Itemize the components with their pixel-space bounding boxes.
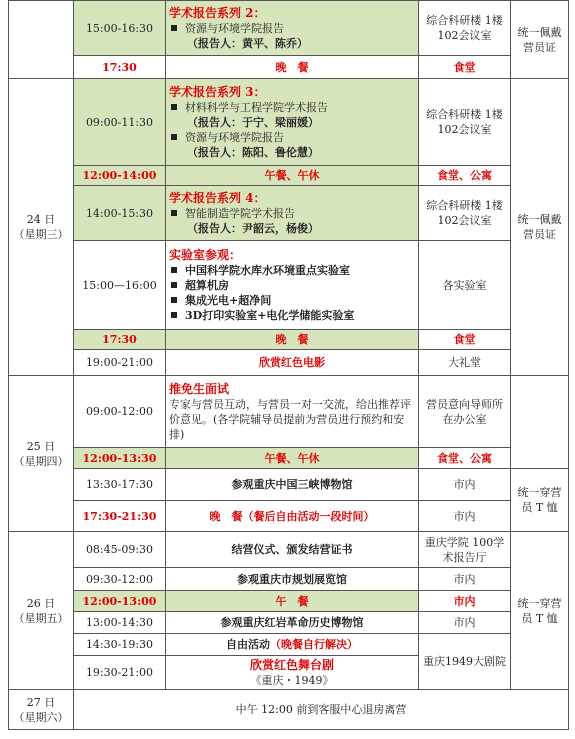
lab-item: 集成光电+超净间	[185, 293, 272, 307]
event-cell	[166, 656, 419, 690]
day-date: 27 日	[26, 695, 56, 709]
place-cell: 重庆学院 100学术报告厅	[419, 532, 511, 568]
place-cell: 食堂、公寓	[419, 448, 511, 469]
time-cell: 14:00-15:30	[74, 186, 166, 241]
event-cell	[166, 79, 419, 166]
event-cell	[166, 186, 419, 241]
place-cell: 食堂	[419, 56, 511, 79]
place-cell: 各实验室	[419, 241, 511, 330]
table-row	[9, 330, 569, 350]
place-cell: 综合科研楼 1楼102会议室	[419, 186, 511, 241]
time-cell: 17:30-21:30	[74, 501, 166, 532]
place-cell: 市内	[419, 591, 511, 612]
bullet-icon	[171, 134, 177, 140]
day-weekday: （星期五）	[13, 611, 69, 625]
time-cell: 09:00-11:30	[74, 79, 166, 166]
dress-cell: 统一穿营员 T 恤	[511, 532, 569, 690]
event-cell	[166, 376, 419, 448]
day-weekday: （星期六）	[13, 710, 69, 724]
table-row	[9, 350, 569, 376]
table-row	[9, 376, 569, 448]
event-cell: 参观重庆市规划展览馆	[166, 568, 419, 591]
event-title: 欣赏红色舞台剧	[249, 657, 334, 672]
time-cell: 17:30	[74, 330, 166, 350]
event-cell: 晚 餐	[166, 56, 419, 79]
bullet-icon	[171, 25, 177, 31]
day-cell	[9, 532, 74, 690]
event-item: 材料科学与工程学院学术报告	[185, 100, 328, 114]
time-cell: 12:00-13:30	[74, 448, 166, 469]
event-subtitle: 《重庆・1949》	[250, 673, 334, 687]
table-row	[9, 79, 569, 166]
table-row	[9, 568, 569, 591]
event-description: 专家与营员互动，与营员一对一交流，给出推荐评价意见。(各学院辅导员提前为营员进行预约和安排)	[169, 397, 411, 441]
place-cell: 大礼堂	[419, 350, 511, 376]
event-cell: 参观重庆红岩革命历史博物馆	[166, 612, 419, 634]
table-row	[9, 448, 569, 469]
bullet-icon	[171, 312, 177, 318]
event-cell: 中午 12:00 前到客服中心退房离营	[74, 690, 569, 730]
day-date: 25 日	[26, 439, 56, 453]
dress-cell: 统一佩戴营员证	[511, 79, 569, 376]
day-cell	[9, 690, 74, 730]
day-date: 26 日	[26, 596, 56, 610]
lab-item: 中国科学院水库水环境重点实验室	[185, 263, 350, 277]
place-cell: 市内	[419, 612, 511, 634]
event-cell	[166, 634, 419, 656]
day-weekday: （星期四）	[13, 454, 69, 468]
table-row	[9, 186, 569, 241]
table-row	[9, 469, 569, 501]
place-cell: 综合科研楼 1楼102会议室	[419, 79, 511, 166]
table-row	[9, 634, 569, 656]
event-item: 资源与环境学院报告	[185, 130, 284, 144]
schedule-table	[8, 0, 569, 730]
event-reporter: （报告人：陈阳、鲁伦慧）	[187, 145, 319, 159]
table-row	[9, 166, 569, 186]
event-reporter: （报告人：尹韶云，杨俊）	[187, 221, 319, 235]
time-cell: 08:45-09:30	[74, 532, 166, 568]
bullet-icon	[171, 210, 177, 216]
table-row	[9, 690, 569, 730]
event-cell: 欣赏红色电影	[166, 350, 419, 376]
bullet-icon	[171, 297, 177, 303]
table-row	[9, 241, 569, 330]
event-title: 学术报告系列 2：	[169, 5, 266, 20]
time-cell: 13:00-14:30	[74, 612, 166, 634]
event-cell	[166, 241, 419, 330]
time-cell: 09:00-12:00	[74, 376, 166, 448]
day-cell-prev	[9, 1, 74, 79]
place-cell: 市内	[419, 469, 511, 501]
event-cell: 参观重庆中国三峡博物馆	[166, 469, 419, 501]
time-cell: 09:30-12:00	[74, 568, 166, 591]
time-cell: 19:30-21:00	[74, 656, 166, 690]
event-title: 推免生面试	[169, 381, 230, 396]
day-date: 24 日	[26, 213, 56, 226]
event-cell: 午餐、午休	[166, 166, 419, 186]
bullet-icon	[171, 104, 177, 110]
place-cell: 营员意向导师所在办公室	[419, 376, 511, 448]
event-title: 学术报告系列 4：	[169, 190, 266, 205]
place-cell: 市内	[419, 501, 511, 532]
day-cell	[9, 376, 74, 532]
event-cell: 晚 餐（餐后自由活动一段时间）	[166, 501, 419, 532]
event-note: （晚餐自行解决）	[270, 638, 358, 651]
bullet-icon	[171, 267, 177, 273]
lab-item: 3D打印实验室+电化学储能实验室	[185, 308, 355, 322]
table-row	[9, 612, 569, 634]
event-title: 学术报告系列 3：	[169, 84, 266, 99]
table-row	[9, 1, 569, 56]
time-cell: 17:30	[74, 56, 166, 79]
place-cell: 重庆1949大剧院	[419, 634, 511, 690]
place-cell: 食堂	[419, 330, 511, 350]
bullet-icon	[171, 282, 177, 288]
time-cell: 12:00-14:00	[74, 166, 166, 186]
event-reporter: （报告人：黄平、陈乔）	[187, 36, 308, 50]
time-cell: 14:30-19:30	[74, 634, 166, 656]
day-weekday: （星期三）	[13, 228, 69, 241]
event-item: 资源与环境学院报告	[185, 21, 284, 35]
time-cell: 12:00-13:00	[74, 591, 166, 612]
time-cell: 19:00-21:00	[74, 350, 166, 376]
table-row	[9, 532, 569, 568]
time-cell: 15:00—16:00	[74, 241, 166, 330]
event-label: 自由活动	[226, 638, 270, 651]
event-cell: 午 餐	[166, 591, 419, 612]
event-reporter: （报告人：于宁、梁丽媛）	[187, 115, 319, 129]
table-row	[9, 56, 569, 79]
table-row	[9, 591, 569, 612]
day-cell	[9, 79, 74, 376]
dress-cell: 统一穿营员 T 恤	[511, 469, 569, 532]
place-cell: 综合科研楼 1楼102会议室	[419, 1, 511, 56]
table-row	[9, 501, 569, 532]
dress-cell-empty	[511, 376, 569, 469]
event-cell: 晚 餐	[166, 330, 419, 350]
time-cell: 13:30-17:30	[74, 469, 166, 501]
event-cell	[166, 1, 419, 56]
event-cell: 结营仪式、颁发结营证书	[166, 532, 419, 568]
event-cell: 午餐、午休	[166, 448, 419, 469]
event-title: 实验室参观：	[169, 247, 242, 262]
place-cell: 食堂、公寓	[419, 166, 511, 186]
dress-cell: 统一佩戴营员证	[511, 1, 569, 79]
time-cell: 15:00-16:30	[74, 1, 166, 56]
lab-item: 超算机房	[185, 278, 229, 292]
place-cell: 市内	[419, 568, 511, 591]
event-item: 智能制造学院学术报告	[185, 206, 295, 220]
